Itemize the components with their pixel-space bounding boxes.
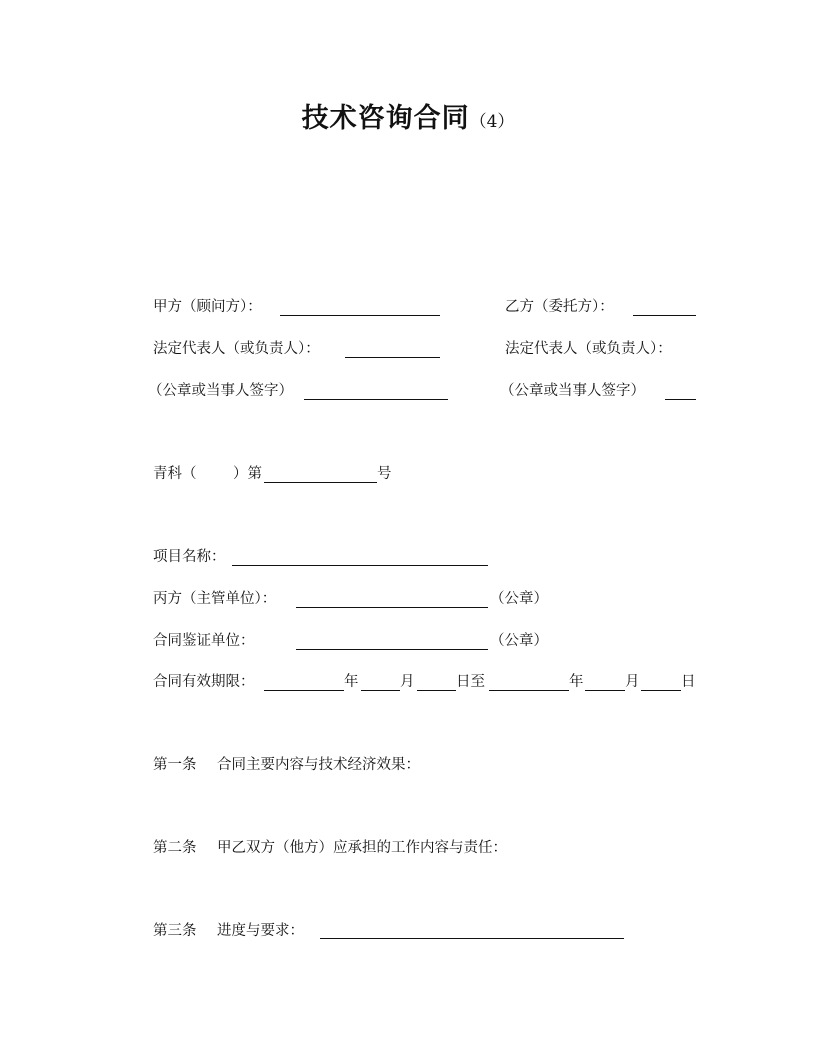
legal-rep-a-blank[interactable] bbox=[345, 357, 440, 358]
project-name-label: 项目名称： bbox=[153, 549, 226, 565]
term-day1-blank[interactable] bbox=[417, 690, 456, 691]
party-c-seal: （公章） bbox=[490, 591, 548, 607]
seal-sign-b-label: （公章或当事人签字） bbox=[500, 383, 645, 399]
seal-sign-b-blank[interactable] bbox=[665, 399, 696, 400]
contract-no-blank[interactable] bbox=[264, 482, 377, 483]
party-a-label: 甲方（顾问方）： bbox=[153, 299, 262, 315]
term-month1-blank[interactable] bbox=[361, 690, 400, 691]
term-day-to-label: 日至 bbox=[456, 674, 485, 690]
verify-unit-blank[interactable] bbox=[296, 649, 488, 650]
term-label: 合同有效期限： bbox=[153, 674, 255, 690]
verify-unit-seal: （公章） bbox=[490, 633, 548, 649]
term-year1-blank[interactable] bbox=[264, 690, 344, 691]
term-month2-label: 月 bbox=[625, 674, 640, 690]
seal-sign-a-label: （公章或当事人签字） bbox=[148, 383, 293, 399]
term-month1-label: 月 bbox=[400, 674, 415, 690]
project-name-blank[interactable] bbox=[232, 565, 488, 566]
article-3-text: 进度与要求： bbox=[217, 923, 304, 939]
legal-rep-a-label: 法定代表人（或负责人）： bbox=[153, 341, 320, 357]
article-3-number: 第三条 bbox=[153, 923, 197, 939]
article-2-text: 甲乙双方（他方）应承担的工作内容与责任： bbox=[217, 840, 507, 856]
party-b-blank[interactable] bbox=[633, 315, 696, 316]
party-b-label: 乙方（委托方）： bbox=[505, 299, 614, 315]
article-1-text: 合同主要内容与技术经济效果： bbox=[217, 757, 420, 773]
term-year2-label: 年 bbox=[569, 674, 584, 690]
term-year1-label: 年 bbox=[344, 674, 359, 690]
verify-unit-label: 合同鉴证单位： bbox=[153, 633, 255, 649]
article-1-number: 第一条 bbox=[153, 757, 197, 773]
party-c-blank[interactable] bbox=[296, 607, 488, 608]
legal-rep-b-label: 法定代表人（或负责人）： bbox=[505, 341, 672, 357]
term-year2-blank[interactable] bbox=[489, 690, 569, 691]
document-title bbox=[0, 96, 816, 135]
title-suffix: （4） bbox=[469, 112, 515, 132]
term-day2-blank[interactable] bbox=[641, 690, 681, 691]
contract-no-middle: ）第 bbox=[233, 466, 262, 482]
party-a-blank[interactable] bbox=[280, 315, 440, 316]
contract-no-suffix: 号 bbox=[377, 466, 392, 482]
seal-sign-a-blank[interactable] bbox=[304, 399, 448, 400]
term-day2-label: 日 bbox=[681, 674, 696, 690]
contract-no-prefix: 青科（ bbox=[153, 466, 197, 482]
title-main: 技术咨询合同 bbox=[301, 103, 470, 134]
article-2-number: 第二条 bbox=[153, 840, 197, 856]
term-month2-blank[interactable] bbox=[585, 690, 625, 691]
party-c-label: 丙方（主管单位）： bbox=[153, 591, 277, 607]
article-3-blank[interactable] bbox=[320, 938, 624, 939]
